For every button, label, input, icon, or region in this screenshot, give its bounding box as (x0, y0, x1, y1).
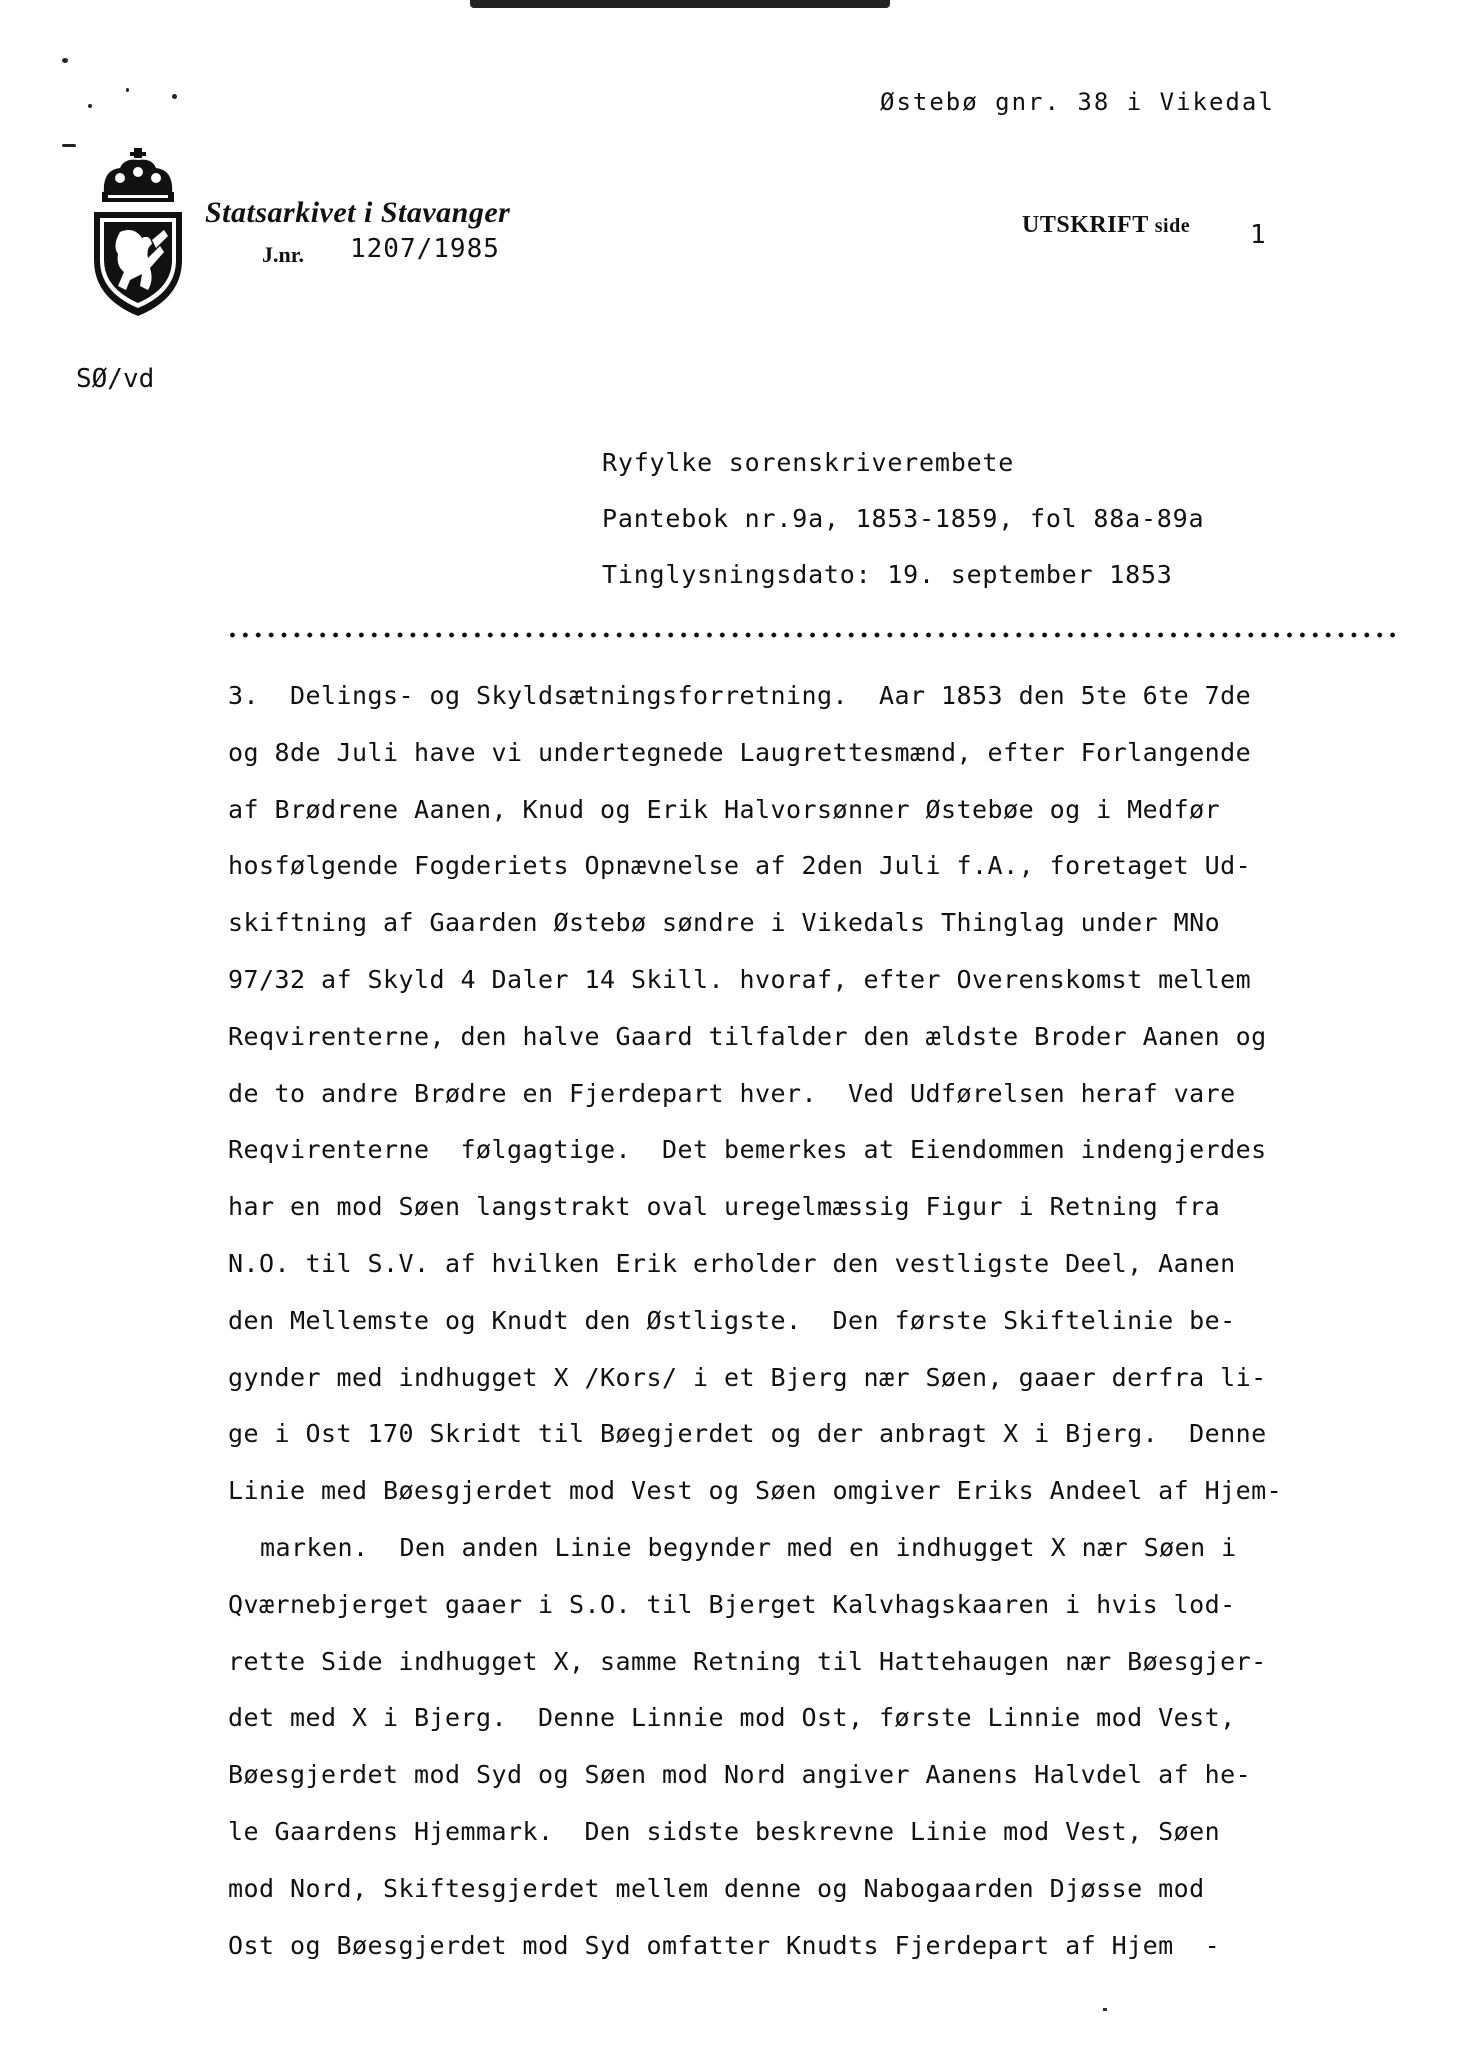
archive-name: Statsarkivet i Stavanger (205, 196, 511, 229)
source-office: Ryfylke sorenskriverembete (602, 448, 1015, 477)
scan-speck (88, 104, 92, 108)
farm-reference: Østebø gnr. 38 i Vikedal (880, 88, 1275, 116)
transcript-body (228, 668, 1418, 1974)
source-book: Pantebok nr.9a, 1853-1859, fol 88a-89a (602, 504, 1205, 533)
side-label: side (1154, 215, 1191, 237)
body-line: rette Side indhugget X, samme Retning til Hattehaugen nær Bøesgjer- (228, 1646, 1267, 1676)
body-line: og 8de Juli have vi undertegnede Laugrettesmænd, efter Forlangende (228, 737, 1252, 767)
body-line: af Brødrene Aanen, Knud og Erik Halvorsønner Østebøe og i Medfør (228, 794, 1221, 824)
body-line: det med X i Bjerg. Denne Linnie mod Ost, første Linnie mod Vest, (228, 1703, 1236, 1733)
transcript-label: UTSKRIFT (1022, 212, 1149, 238)
body-line: skiftning af Gaarden Østebø søndre i Vikedals Thinglag under MNo (228, 908, 1221, 938)
body-line: N.O. til S.V. af hvilken Erik erholder den vestligste Deel, Aanen (228, 1248, 1236, 1278)
page-number: 1 (1250, 220, 1266, 250)
body-line: Qværnebjerget gaaer i S.O. til Bjerget Kalvhagskaaren i hvis lod- (228, 1589, 1236, 1619)
body-line: marken. Den anden Linie begynder med en indhugget X nær Søen i (260, 1532, 1237, 1562)
registration-date: Tinglysningsdato: 19. september 1853 (602, 560, 1173, 589)
body-line: Reqvirenterne følgagtige. Det bemerkes at Eiendommen indengjerdes (228, 1135, 1267, 1165)
body-line: den Mellemste og Knudt den Østligste. Den første Skiftelinie be- (228, 1305, 1236, 1335)
body-line: Reqvirenterne, den halve Gaard tilfalder den ældste Broder Aanen og (228, 1021, 1267, 1051)
scan-speck (172, 94, 177, 99)
journal-number-label: J.nr. (262, 242, 304, 267)
transcript-heading (1022, 212, 1190, 239)
body-line: de to andre Brødre en Fjerdepart hver. Ved Udførelsen heraf vare (228, 1078, 1236, 1108)
body-line: Ost og Bøesgjerdet mod Syd omfatter Knudts Fjerdepart af Hjem - (228, 1930, 1221, 1960)
body-line: Linie med Bøesgjerdet mod Vest og Søen omgiver Eriks Andeel af Hjem- (228, 1476, 1283, 1506)
body-line: le Gaardens Hjemmark. Den sidste beskrevne Linie mod Vest, Søen (228, 1816, 1221, 1846)
scan-speck (62, 144, 76, 147)
body-line: gynder med indhugget X /Kors/ i et Bjerg nær Søen, gaaer derfra li- (228, 1362, 1267, 1392)
body-line: 97/32 af Skyld 4 Daler 14 Skill. hvoraf, efter Overenskomst mellem (228, 964, 1252, 994)
body-line: har en mod Søen langstrakt oval uregelmæssig Figur i Retning fra (228, 1192, 1221, 1222)
scan-speck (1103, 2008, 1107, 2011)
body-line: mod Nord, Skiftesgjerdet mellem denne og Nabogaarden Djøsse mod (228, 1873, 1205, 1903)
body-line: ge i Ost 170 Skridt til Bøegjerdet og der anbragt X i Bjerg. Denne (228, 1419, 1267, 1449)
scan-edge-bar (470, 0, 890, 8)
author-initials: SØ/vd (76, 364, 155, 394)
norwegian-coat-of-arms-icon (90, 148, 186, 318)
body-line: 3. Delings- og Skyldsætningsforretning. Aar 1853 den 5te 6te 7de (228, 681, 1252, 710)
scan-speck (62, 58, 68, 63)
journal-number: 1207/1985 (350, 234, 500, 264)
body-line: hosfølgende Fogderiets Opnævnelse af 2den Juli f.A., foretaget Ud- (228, 851, 1252, 881)
scan-speck (126, 88, 129, 92)
body-line: Bøesgjerdet mod Syd og Søen mod Nord angiver Aanens Halvdel af he- (228, 1760, 1252, 1790)
dotted-separator (226, 632, 1401, 638)
